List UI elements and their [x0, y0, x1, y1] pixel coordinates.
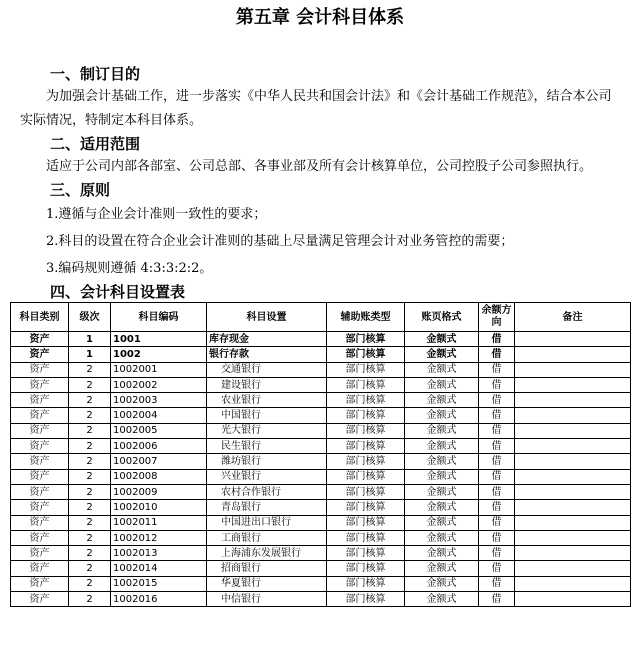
cell-level: 2 [69, 546, 111, 561]
cell-balance-direction: 借 [479, 515, 515, 530]
cell-page-format: 金额式 [405, 439, 479, 454]
table-body [11, 332, 631, 607]
cell-subject: 交通银行 [207, 362, 327, 377]
cell-subject: 中国银行 [207, 408, 327, 423]
cell-category: 资产 [11, 423, 69, 438]
cell-level: 2 [69, 592, 111, 607]
table-row [11, 408, 631, 423]
cell-level: 2 [69, 530, 111, 545]
cell-page-format: 金额式 [405, 546, 479, 561]
cell-page-format: 金额式 [405, 500, 479, 515]
cell-balance-direction: 借 [479, 347, 515, 362]
cell-subject: 银行存款 [207, 347, 327, 362]
cell-category: 资产 [11, 393, 69, 408]
cell-code: 1002005 [111, 423, 207, 438]
chapter-title: 第五章 会计科目体系 [235, 7, 405, 28]
cell-balance-direction: 借 [479, 592, 515, 607]
cell-balance-direction: 借 [479, 530, 515, 545]
cell-balance-direction: 借 [479, 408, 515, 423]
table-row [11, 454, 631, 469]
cell-aux-type: 部门核算 [327, 454, 405, 469]
account-settings-table [10, 302, 631, 607]
cell-category: 资产 [11, 408, 69, 423]
table-row [11, 423, 631, 438]
cell-level: 2 [69, 576, 111, 591]
cell-subject: 潍坊银行 [207, 454, 327, 469]
section-heading-table: 四、会计科目设置表 [50, 283, 186, 301]
cell-category: 资产 [11, 561, 69, 576]
cell-category: 资产 [11, 576, 69, 591]
cell-code: 1002001 [111, 362, 207, 377]
cell-balance-direction: 借 [479, 377, 515, 392]
table-row [11, 332, 631, 347]
table-row [11, 530, 631, 545]
cell-category: 资产 [11, 332, 69, 347]
cell-level: 2 [69, 377, 111, 392]
table-row [11, 561, 631, 576]
cell-note [515, 546, 631, 561]
cell-aux-type: 部门核算 [327, 576, 405, 591]
cell-page-format: 金额式 [405, 469, 479, 484]
cell-subject: 建设银行 [207, 377, 327, 392]
cell-note [515, 515, 631, 530]
cell-note [515, 500, 631, 515]
cell-level: 2 [69, 500, 111, 515]
cell-subject: 库存现金 [207, 332, 327, 347]
cell-level: 2 [69, 515, 111, 530]
cell-code: 1002013 [111, 546, 207, 561]
cell-page-format: 金额式 [405, 592, 479, 607]
table-row [11, 469, 631, 484]
cell-aux-type: 部门核算 [327, 469, 405, 484]
cell-balance-direction: 借 [479, 484, 515, 499]
cell-aux-type: 部门核算 [327, 362, 405, 377]
cell-level: 1 [69, 347, 111, 362]
col-header-category: 科目类别 [11, 303, 69, 332]
cell-page-format: 金额式 [405, 484, 479, 499]
cell-category: 资产 [11, 439, 69, 454]
cell-note [515, 347, 631, 362]
cell-subject: 上海浦东发展银行 [207, 546, 327, 561]
cell-note [515, 530, 631, 545]
cell-subject: 中国进出口银行 [207, 515, 327, 530]
cell-level: 1 [69, 332, 111, 347]
cell-category: 资产 [11, 362, 69, 377]
cell-category: 资产 [11, 530, 69, 545]
cell-page-format: 金额式 [405, 576, 479, 591]
cell-note [515, 362, 631, 377]
cell-balance-direction: 借 [479, 469, 515, 484]
cell-code: 1002011 [111, 515, 207, 530]
col-header-code: 科目编码 [111, 303, 207, 332]
cell-level: 2 [69, 423, 111, 438]
cell-code: 1002 [111, 347, 207, 362]
cell-balance-direction: 借 [479, 576, 515, 591]
section-heading-principles: 三、原则 [50, 181, 111, 199]
cell-aux-type: 部门核算 [327, 530, 405, 545]
cell-category: 资产 [11, 377, 69, 392]
cell-balance-direction: 借 [479, 454, 515, 469]
cell-note [515, 454, 631, 469]
cell-code: 1002014 [111, 561, 207, 576]
cell-balance-direction: 借 [479, 423, 515, 438]
col-header-page-format: 账页格式 [405, 303, 479, 332]
cell-aux-type: 部门核算 [327, 561, 405, 576]
cell-subject: 华夏银行 [207, 576, 327, 591]
col-header-aux-type: 辅助账类型 [327, 303, 405, 332]
cell-code: 1002012 [111, 530, 207, 545]
cell-page-format: 金额式 [405, 332, 479, 347]
cell-note [515, 469, 631, 484]
table-row [11, 592, 631, 607]
col-header-subject: 科目设置 [207, 303, 327, 332]
cell-balance-direction: 借 [479, 439, 515, 454]
cell-aux-type: 部门核算 [327, 500, 405, 515]
cell-code: 1002010 [111, 500, 207, 515]
cell-aux-type: 部门核算 [327, 546, 405, 561]
cell-aux-type: 部门核算 [327, 484, 405, 499]
cell-subject: 青岛银行 [207, 500, 327, 515]
col-header-note: 备注 [515, 303, 631, 332]
cell-subject: 招商银行 [207, 561, 327, 576]
cell-subject: 农业银行 [207, 393, 327, 408]
cell-aux-type: 部门核算 [327, 408, 405, 423]
cell-note [515, 484, 631, 499]
cell-page-format: 金额式 [405, 377, 479, 392]
cell-page-format: 金额式 [405, 561, 479, 576]
cell-balance-direction: 借 [479, 332, 515, 347]
cell-aux-type: 部门核算 [327, 592, 405, 607]
section-heading-scope: 二、适用范围 [50, 135, 141, 153]
cell-aux-type: 部门核算 [327, 377, 405, 392]
table-row [11, 484, 631, 499]
table-row [11, 393, 631, 408]
cell-page-format: 金额式 [405, 347, 479, 362]
cell-category: 资产 [11, 592, 69, 607]
col-header-balance-direction: 余额方向 [479, 303, 515, 332]
cell-aux-type: 部门核算 [327, 515, 405, 530]
cell-code: 1002003 [111, 393, 207, 408]
cell-level: 2 [69, 469, 111, 484]
cell-aux-type: 部门核算 [327, 332, 405, 347]
cell-note [515, 561, 631, 576]
cell-balance-direction: 借 [479, 561, 515, 576]
cell-page-format: 金额式 [405, 530, 479, 545]
principle-item: 2.科目的设置在符合企业会计准则的基础上尽量满足管理会计对业务管控的需要； [46, 234, 514, 249]
col-header-level: 级次 [69, 303, 111, 332]
cell-level: 2 [69, 439, 111, 454]
cell-note [515, 439, 631, 454]
cell-note [515, 332, 631, 347]
cell-page-format: 金额式 [405, 454, 479, 469]
table-row [11, 500, 631, 515]
cell-code: 1002002 [111, 377, 207, 392]
cell-page-format: 金额式 [405, 515, 479, 530]
cell-category: 资产 [11, 484, 69, 499]
cell-subject: 中信银行 [207, 592, 327, 607]
cell-level: 2 [69, 362, 111, 377]
cell-page-format: 金额式 [405, 362, 479, 377]
cell-code: 1002015 [111, 576, 207, 591]
table-row [11, 576, 631, 591]
cell-code: 1001 [111, 332, 207, 347]
cell-balance-direction: 借 [479, 546, 515, 561]
cell-page-format: 金额式 [405, 393, 479, 408]
cell-balance-direction: 借 [479, 500, 515, 515]
cell-level: 2 [69, 408, 111, 423]
table-row [11, 377, 631, 392]
principle-item: 3.编码规则遵循 4:3:3:2:2。 [46, 261, 213, 276]
cell-code: 1002008 [111, 469, 207, 484]
cell-category: 资产 [11, 546, 69, 561]
cell-note [515, 408, 631, 423]
table-row [11, 515, 631, 530]
cell-category: 资产 [11, 454, 69, 469]
table-row [11, 546, 631, 561]
cell-level: 2 [69, 561, 111, 576]
section-heading-purpose: 一、制订目的 [50, 65, 141, 83]
principle-item: 1.遵循与企业会计准则一致性的要求； [46, 207, 267, 222]
table-row [11, 347, 631, 362]
cell-subject: 工商银行 [207, 530, 327, 545]
cell-subject: 兴业银行 [207, 469, 327, 484]
cell-level: 2 [69, 484, 111, 499]
cell-code: 1002016 [111, 592, 207, 607]
cell-code: 1002007 [111, 454, 207, 469]
cell-subject: 农村合作银行 [207, 484, 327, 499]
section-text-purpose: 为加强会计基础工作，进一步落实《中华人民共和国会计法》和《会计基础工作规范》，结合本公司实际情况，特制定本科目体系。 [20, 89, 612, 128]
table-row [11, 362, 631, 377]
cell-subject: 民生银行 [207, 439, 327, 454]
cell-page-format: 金额式 [405, 408, 479, 423]
cell-note [515, 576, 631, 591]
cell-balance-direction: 借 [479, 362, 515, 377]
cell-aux-type: 部门核算 [327, 347, 405, 362]
cell-code: 1002009 [111, 484, 207, 499]
cell-note [515, 377, 631, 392]
cell-subject: 光大银行 [207, 423, 327, 438]
cell-aux-type: 部门核算 [327, 439, 405, 454]
cell-note [515, 393, 631, 408]
cell-code: 1002004 [111, 408, 207, 423]
section-text-scope: 适应于公司内部各部室、公司总部、各事业部及所有会计核算单位，公司控股子公司参照执行。 [46, 159, 593, 174]
cell-aux-type: 部门核算 [327, 393, 405, 408]
cell-level: 2 [69, 454, 111, 469]
table-header-row [11, 303, 631, 332]
cell-note [515, 592, 631, 607]
cell-balance-direction: 借 [479, 393, 515, 408]
cell-category: 资产 [11, 347, 69, 362]
cell-category: 资产 [11, 515, 69, 530]
table-row [11, 439, 631, 454]
cell-category: 资产 [11, 469, 69, 484]
cell-aux-type: 部门核算 [327, 423, 405, 438]
cell-note [515, 423, 631, 438]
cell-category: 资产 [11, 500, 69, 515]
cell-level: 2 [69, 393, 111, 408]
cell-page-format: 金额式 [405, 423, 479, 438]
cell-code: 1002006 [111, 439, 207, 454]
